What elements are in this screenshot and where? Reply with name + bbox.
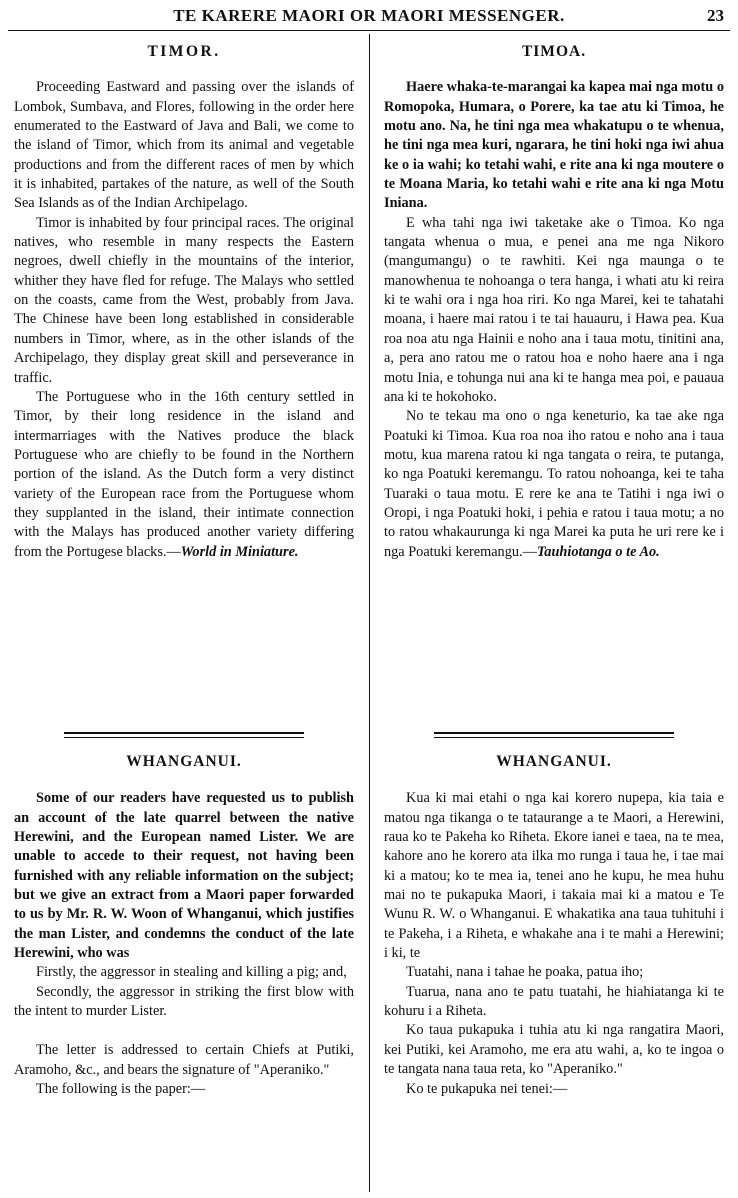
whanganui-mi-paragraph-3: Tuarua, nana ano te patu tuatahi, he hiahiatanga ki te kohuru i a Riheta. [384,983,724,1020]
header-rule [8,30,730,31]
timor-paragraph-3 [14,388,354,562]
timor-paragraph-1: Proceeding Eastward and passing over the islands of Lombok, Sumbava, and Flores, following in the order here enumerated to the Eastward of Java and Bali, we come to the island of Timor, which from its animal and vegetable productions and from the different races of men by which it is inhabited, partakes of the nature, as well of the South Sea Islands as of the Indian Archipelago. [14,79,354,212]
timor-paragraph-3-text: The Portuguese who in the 16th century settled in Timor, by their long residence in the island and intermarriages with the Natives produce the black Portuguese who are chiefly to be found in the Northern portion of the island. As the Dutch form a very distinct variety of the European race from the Portuguese whom they supplanted in the island, their intimate connection with the Malays has produced another variety differing from the Portugese blacks.— [14,388,354,560]
timor-attribution: World in Miniature. [180,543,299,560]
whanganui-mi-paragraph-4: Ko taua pukapuka i tuhia atu ki nga rangatira Maori, kei Putiki, kei Aramoho, me era atu wahi, a, ko te ingoa o te tangata nana taua reta, ko "Aperaniko." [384,1022,724,1078]
article-timoa [384,42,724,562]
article-timor [14,42,354,562]
section-divider-left [14,732,354,740]
heading-whanganui-maori: WHANGANUI. [496,753,612,770]
whanganui-en-paragraph-3: Secondly, the aggressor in striking the first blow with the intent to murder Lister. [14,983,354,1020]
whanganui-en-paragraph-2: Firstly, the aggressor in stealing and killing a pig; and, [36,964,347,981]
page-header [0,4,738,28]
timor-paragraph-2: Timor is inhabited by four principal races. The original natives, who resemble in many respects the Eastern negroes, dwell chiefly in the mountains of the interior, whither they have fled for refuge. The Malays who settled on the coasts, came from the West, probably from Java. The Chinese have been long established in considerable numbers in Timor, where, as in the other islands of the Archipelago, they display great skill and perseverance in traffic. [14,214,354,386]
article-whanganui-maori [384,752,724,1099]
whanganui-en-paragraph-5: The following is the paper:— [36,1081,206,1098]
newspaper-title: TE KARERE MAORI OR MAORI MESSENGER. [173,6,565,25]
whanganui-mi-paragraph-2: Tuatahi, nana i tahae he poaka, patua iho; [406,964,644,981]
timoa-paragraph-2: E wha tahi nga iwi taketake ake o Timoa. Ko nga tangata whenua o mua, e penei ana me nga Nikoro (mangumangu) o te rawhiti. Kei nga maunga o te manowhenua te nohoanga o tera hanga, i whati atu ki reira ki te wahi ora i nga hoa riri. Ko nga Marei, kei te tahatahi moana, i haere mai ratou i te tai hauauru, i Hawa pea. Kua roa noa atu nga Hainii e noho ana i taua motu, tinitini ana, a, pera ano ratou me o ratou hoa e noho haere ana i nga motu Inia, e tohunga nui ana ki te hanga mea poi, e pauaua ana ki te hokohoko. [384,214,724,405]
heading-timoa: TIMOA. [521,43,587,60]
timoa-paragraph-1: Haere whaka-te-marangai ka kapea mai nga motu o Romopoka, Humara, o Porere, ka tae atu ki Timoa, he motu ano. Na, he tini nga mea whakatupu o te whenua, he tini nga mea kuri, ngarara, he tini hoki nga iwi ahua ke o ia wahi; ko tetahi wahi, e rite ana ki nga moutere o te Moana Maria, ko tetahi wahi e rite ana ki nga Motu Iniana. [384,79,724,212]
heading-timor: TIMOR. [147,43,221,60]
whanganui-mi-paragraph-1: Kua ki mai etahi o nga kai korero nupepa, kia taia e matou nga tikanga o te tataurange a te Maori, a Herewini, raua ko te Pakeha ko Riheta. Ekore ianei e taea, na te mea, kahore ano he korero ata ilka mo runga i taua he, i tae mai ki a matou; ko te mea ia, tenei ano he kupu, he mea huhu mai no te pukapuka Maori, i takaia mai ki a matou e Te Wunu R. W. o Whanganui. E whakatika ana taua tuhituhi i te Pakeha, i a Riheta, e whakahe ana i te mahi a Herewini; i ki, te [384,790,724,962]
article-whanganui-english [14,752,354,1100]
column-divider [369,34,370,1192]
timoa-attribution: Tauhiotanga o te Ao. [536,543,660,560]
whanganui-mi-paragraph-5: Ko te pukapuka nei tenei:— [406,1080,568,1097]
whanganui-en-paragraph-1: Some of our readers have requested us to publish an account of the late quarrel between the native Herewini, and the European named Lister. We are unable to accede to their request, not having been furnished with any reliable information on the subject; but we give an extract from a Maori paper forwarded to us by Mr. R. W. Woon of Whanganui, which justifies the man Lister, and condemns the conduct of the late Herewini, who was [14,790,354,962]
timoa-paragraph-3-text: No te tekau ma ono o nga keneturio, ka tae ake nga Poatuki ki Timoa. Kua roa noa iho ratou e noho ana i taua motu, kua marena ratou ki nga tangata o reira, te putanga, ko nga Poatuki keremangu. To ratou nohoanga, kei te taha Tuaraki o taua motu. E rere ke ana te Tatihi i nga iwi o Oropi, i nga Poatuki hoki, i pehia e ratou i taua motu; a no to ratou whakaurunga ki nga Marei ka puta he uri rere ke i nga Poatuki keremangu.— [384,408,724,560]
section-divider-right [384,732,724,740]
heading-whanganui-english: WHANGANUI. [126,753,242,770]
whanganui-en-paragraph-4: The letter is addressed to certain Chiefs at Putiki, Aramoho, &c., and bears the signature of "Aperaniko." [14,1042,354,1078]
page-number: 23 [707,6,724,25]
timoa-paragraph-3 [384,407,724,562]
